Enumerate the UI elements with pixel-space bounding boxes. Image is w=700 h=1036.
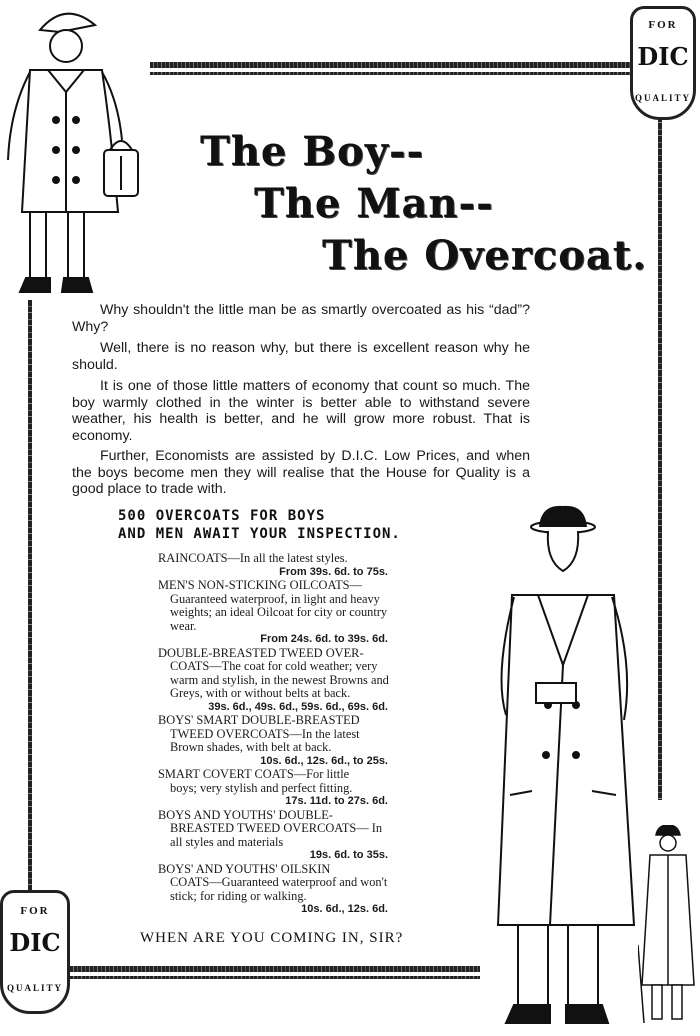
badge-bottom-text: QUALITY bbox=[6, 983, 63, 993]
top-rule bbox=[150, 62, 630, 68]
paragraph-4: Further, Economists are assisted by D.I.C. Low Prices, and when the boys become men they will realise that the House for Quality is a good place to trade with. bbox=[72, 448, 530, 497]
badge-top-text: FOR bbox=[648, 19, 678, 31]
list-item: BOYS' AND YOUTHS' OILSKIN COATS—Guaranteed waterproof and won't stick; for riding or walking. 10s. 6d., 12s. 6d. bbox=[158, 861, 388, 915]
list-item: DOUBLE-BREASTED TWEED OVER- COATS—The coat for cold weather; very warm and stylish, in the newest Browns and Greys, with or without belts at back. 39s. 6d., 49s. 6d., 59s. 6d., 69s. 6d. bbox=[158, 645, 389, 713]
list-item: BOYS AND YOUTHS' DOUBLE- BREASTED TWEED OVERCOATS— In all styles and materials 19s. 6d. to 35s. bbox=[158, 807, 388, 861]
right-border bbox=[658, 110, 662, 800]
list-item: SMART COVERT COATS—For little boys; very stylish and perfect fitting. 17s. 11d. to 27s. 6d. bbox=[158, 767, 388, 807]
closing-line: WHEN ARE YOU COMING IN, SIR? bbox=[140, 930, 404, 946]
subhead-line-2: AND MEN AWAIT YOUR INSPECTION. bbox=[118, 526, 401, 542]
quality-badge-top bbox=[630, 6, 696, 120]
small-man-illustration bbox=[638, 825, 698, 1025]
man-illustration bbox=[488, 505, 648, 1025]
boy-illustration bbox=[0, 0, 150, 300]
top-rule-lower bbox=[150, 72, 630, 75]
list-item: RAINCOATS—In all the latest styles. From 39s. 6d. to 75s. bbox=[158, 551, 388, 578]
badge-top-text: FOR bbox=[20, 905, 50, 917]
headline-line-1: The Boy-- bbox=[200, 128, 425, 175]
quality-badge-bottom bbox=[0, 890, 70, 1014]
badge-monogram: DIC bbox=[9, 928, 61, 957]
list-item: BOYS' SMART DOUBLE-BREASTED TWEED OVERCOATS—In the latest Brown shades, with belt at back. 10s. 6d., 12s. 6d., to 25s. bbox=[158, 713, 388, 767]
paragraph-3: It is one of those little matters of economy that count so much. The boy warmly clothed in the winter is better able to withstand severe weather, his health is better, and he will grow more robust. That is economy. bbox=[72, 378, 530, 444]
bottom-rule-lower bbox=[70, 976, 480, 979]
badge-monogram: DIC bbox=[637, 42, 689, 71]
headline-line-3: The Overcoat. bbox=[322, 232, 648, 279]
list-item: MEN'S NON-STICKING OILCOATS— Guaranteed waterproof, in light and heavy weights; an ideal Oilcoat for city or country wear. From 24s. 6d. to 39s. 6d. bbox=[158, 578, 388, 645]
left-border bbox=[28, 300, 32, 890]
paragraph-2: Well, there is no reason why, but there is excellent reason why he should. bbox=[72, 340, 530, 373]
badge-bottom-text: QUALITY bbox=[634, 93, 691, 103]
paragraph-1: Why shouldn't the little man be as smartly overcoated as his “dad”? Why? bbox=[72, 302, 530, 335]
subhead-line-1: 500 OVERCOATS FOR BOYS bbox=[118, 508, 326, 524]
product-list bbox=[158, 552, 390, 917]
headline-line-2: The Man-- bbox=[254, 180, 494, 227]
bottom-rule bbox=[70, 966, 480, 972]
